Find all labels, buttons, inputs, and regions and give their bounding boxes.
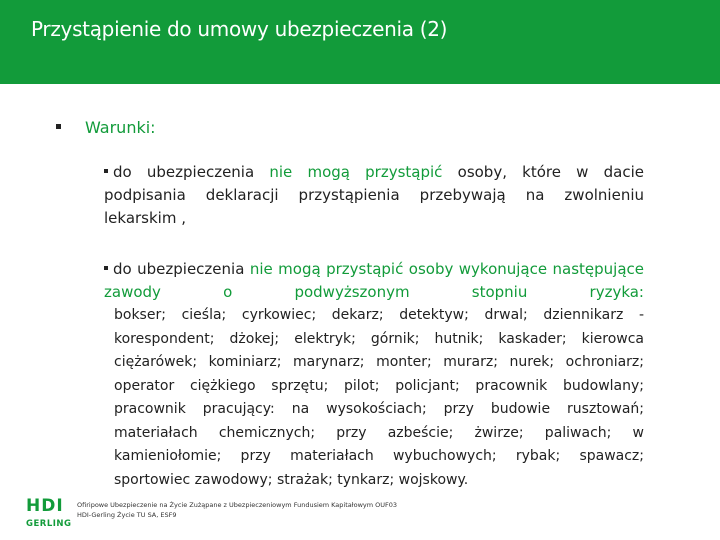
item1-highlight: nie mogą przystąpić xyxy=(269,163,443,181)
title-bar xyxy=(0,0,720,84)
occupation-list: bokser; cieśla; cyrkowiec; dekarz; detektyw; drwal; dziennikarz - korespondent; dżokej; elektryk; górnik; hutnik; kaskader; kierowca ciężarówek; kominiarz; marynarz; monter; murarz; nurek; ochroniarz; operator ciężkiego sprzętu; pilot; policjant; pracownik budowlany; pracownik pracujący: na wysokościach; przy budowie rusztowań; materiałach chemicznych; przy azbeście; żwirze; paliwach; w kamieniołomie; przy materiałach wybuchowych; rybak; spawacz; sportowiec zawodowy; strażak; tynkarz; wojskowy. xyxy=(114,307,644,488)
heading-warunki: Warunki: xyxy=(85,118,156,137)
item1-prefix: do ubezpieczenia xyxy=(113,163,270,181)
slide-title: Przystąpienie do umowy ubezpieczenia (2) xyxy=(31,17,448,41)
bullet-warunki xyxy=(56,118,156,137)
square-bullet-icon xyxy=(104,169,108,173)
item2-lead xyxy=(104,258,644,304)
footer-line-1: Ofiripowe Ubezpieczenie na Życie Zużąpane z Ubezpieczeniowym Fundusiem Kapitałowym OUF03 xyxy=(77,501,398,509)
logo-sub: GERLING xyxy=(26,519,72,529)
square-bullet-icon xyxy=(104,266,108,270)
condition-item-2 xyxy=(104,258,644,492)
condition-item-1 xyxy=(104,161,644,230)
item2-highlight: nie mogą przystąpić osoby wykonujące następujące zawody o podwyższonym stopniu ryzyka: xyxy=(104,260,645,301)
hdi-gerling-logo xyxy=(26,498,70,534)
logo-brand: HDI xyxy=(26,496,64,516)
item2-prefix: do ubezpieczenia xyxy=(113,260,250,278)
footer xyxy=(77,500,397,520)
square-bullet-icon xyxy=(56,124,61,129)
footer-line-2: HDI-Gerling Życie TU SA, ESF9 xyxy=(77,511,177,519)
item1-suffix: osoby, które w dacie podpisania deklaracji przystąpienia przebywają na zwolnieniu lekarskim , xyxy=(104,163,644,227)
